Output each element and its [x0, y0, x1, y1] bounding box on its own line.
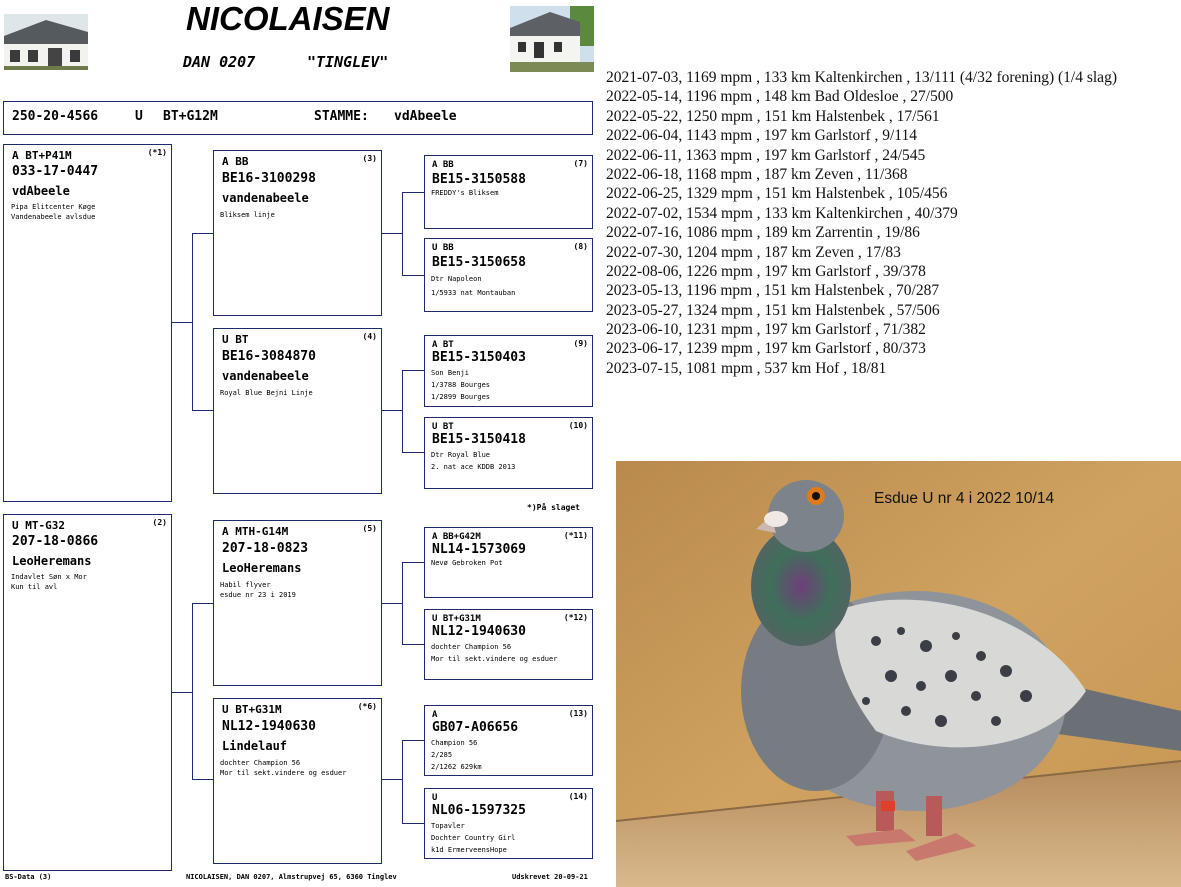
sire-note: Pipa Elitcenter Køge	[11, 203, 96, 211]
sire-dam-box	[213, 328, 382, 494]
dd-sex-color: U BT+G31M	[222, 703, 282, 716]
g9-note: 1/2899 Bourges	[431, 393, 491, 401]
race-result: 2022-08-06, 1226 mpm , 197 km Garlstorf , 39/378	[606, 262, 926, 280]
g7-ref-number: (7)	[573, 159, 588, 168]
race-results-list	[606, 68, 1117, 378]
g13-notes	[431, 737, 482, 773]
race-result: 2022-07-02, 1534 mpm , 133 km Kaltenkirchen , 40/379	[606, 204, 958, 222]
g11-ring: NL14-1573069	[432, 542, 526, 557]
sire-name: vdAbeele	[12, 184, 70, 198]
ds-sex-color: A MTH-G14M	[222, 525, 289, 538]
g12-box	[424, 609, 593, 680]
g12-note: Mor til sekt.vindere og esduer	[431, 655, 558, 663]
dd-ring: NL12-1940630	[222, 719, 316, 734]
sd-ring: BE16-3084870	[222, 349, 316, 364]
main-bird-bar	[3, 101, 593, 135]
sd-note: Royal Blue Bejni Linje	[220, 389, 313, 397]
g12-note: dochter Champion 56	[431, 643, 512, 651]
g13-ring: GB07-A06656	[432, 720, 519, 735]
g9-note: 1/3788 Bourges	[431, 381, 491, 389]
sire-note: Vandenabeele avlsdue	[11, 212, 96, 221]
g10-box	[424, 417, 593, 489]
g8-ring: BE15-3150658	[432, 255, 526, 270]
g14-box	[424, 788, 593, 859]
ss-sex-color: A BB	[222, 155, 249, 168]
g8-notes	[431, 272, 515, 300]
g14-ring: NL06-1597325	[432, 803, 526, 818]
ss-ring: BE16-3100298	[222, 171, 316, 186]
ds-notes	[220, 581, 296, 600]
farm-photo-right	[510, 6, 594, 72]
sd-name: vandenabeele	[222, 369, 309, 383]
race-result: 2023-05-27, 1324 mpm , 151 km Halstenbek , 57/506	[606, 301, 940, 319]
footer-right: Udskrevet 20-09-21	[512, 873, 588, 881]
g7-box	[424, 155, 593, 229]
g14-ref-number: (14)	[568, 792, 588, 801]
dam-dam-box	[213, 698, 382, 864]
main-bird-sex: U	[135, 109, 143, 124]
race-result: 2022-06-04, 1143 mpm , 197 km Garlstorf , 9/114	[606, 127, 917, 145]
main-bird-color: BT+G12M	[163, 109, 218, 124]
g14-note: Dochter Country Girl	[431, 834, 516, 842]
g13-ref-number: (13)	[568, 709, 588, 718]
g9-sex-color: A BT	[432, 340, 454, 350]
race-result: 2022-06-25, 1329 mpm , 151 km Halstenbek , 105/456	[606, 185, 948, 203]
ss-name: vandenabeele	[222, 191, 309, 205]
race-result: 2022-06-11, 1363 mpm , 197 km Garlstorf , 24/545	[606, 146, 926, 164]
g9-ring: BE15-3150403	[432, 350, 526, 365]
dd-note: Mor til sekt.vindere og esduer	[220, 768, 347, 777]
ds-ring: 207-18-0823	[222, 541, 309, 556]
race-result: 2022-07-30, 1204 mpm , 187 km Zeven , 17/83	[606, 243, 901, 261]
dam-name: LeoHeremans	[12, 554, 92, 568]
race-result: 2023-05-13, 1196 mpm , 151 km Halstenbek , 70/287	[606, 282, 940, 300]
g14-note: k1d ErmerveensHope	[431, 846, 507, 854]
farm-photo-left	[4, 14, 88, 70]
footer-center: NICOLAISEN, DAN 0207, Almstrupvej 65, 6360 Tinglev	[186, 873, 397, 881]
sire-ref-number: (*1)	[147, 148, 167, 157]
g9-note: Son Benji	[431, 369, 469, 377]
g8-box	[424, 238, 593, 312]
g14-notes	[431, 820, 515, 856]
race-result: 2023-06-17, 1239 mpm , 197 km Garlstorf , 80/373	[606, 340, 926, 358]
sire-notes	[11, 203, 95, 222]
header-dan-number: DAN 0207	[183, 53, 256, 71]
sire-ring: 033-17-0447	[12, 164, 99, 179]
g8-sex-color: U BB	[432, 243, 454, 253]
ds-ref-number: (5)	[362, 524, 377, 533]
header-title: NICOLAISEN	[186, 0, 390, 37]
ds-name: LeoHeremans	[222, 561, 302, 575]
g8-note: 1/5933 nat Montauban	[431, 289, 516, 297]
g11-note: Nevø Gebroken Pot	[431, 559, 503, 567]
dd-name: Lindelauf	[222, 739, 288, 753]
race-result-text: 2021-07-03, 1169 mpm , 133 km Kaltenkirchen , 13/111 (4/32 forening) (1/4 slag)	[606, 69, 1117, 86]
g10-note: 2. nat ace KDDB 2013	[431, 463, 516, 471]
dd-ref-number: (*6)	[357, 702, 377, 711]
dam-ring: 207-18-0866	[12, 534, 99, 549]
main-bird-strain: vdAbeele	[394, 109, 457, 124]
dam-ref-number: (2)	[152, 518, 167, 527]
g11-box	[424, 527, 593, 598]
g12-ring: NL12-1940630	[432, 624, 526, 639]
g12-ref-number: (*12)	[563, 613, 588, 622]
g12-notes	[431, 641, 557, 665]
race-result: 2022-07-16, 1086 mpm , 189 km Zarrentin , 19/86	[606, 224, 920, 242]
g10-sex-color: U BT	[432, 422, 454, 432]
photo-caption: Esdue U nr 4 i 2022 10/14	[874, 490, 1055, 507]
sire-sex-color: A BT+P41M	[12, 149, 72, 162]
race-result: 2023-06-10, 1231 mpm , 197 km Garlstorf , 71/382	[606, 321, 926, 339]
g7-ring: BE15-3150588	[432, 172, 526, 187]
pigeon-illustration	[616, 461, 1181, 887]
strain-label: STAMME:	[314, 109, 369, 124]
g10-ref-number: (10)	[568, 421, 588, 430]
g13-note: Champion 56	[431, 739, 478, 747]
g9-notes	[431, 367, 490, 403]
dam-sex-color: U MT-G32	[12, 519, 65, 532]
g9-box	[424, 335, 593, 407]
g12-sex-color: U BT+G31M	[432, 614, 481, 624]
dd-notes	[220, 759, 346, 778]
g10-ring: BE15-3150418	[432, 432, 526, 447]
dam-note: Indavlet Søn x Mor	[11, 573, 87, 581]
g10-note: Dtr Royal Blue	[431, 451, 491, 459]
dd-note: dochter Champion 56	[220, 759, 301, 767]
dam-note: Kun til avl	[11, 582, 58, 591]
g14-note: Topavler	[431, 822, 465, 830]
g7-sex-color: A BB	[432, 160, 454, 170]
g10-notes	[431, 449, 515, 473]
g11-ref-number: (*11)	[563, 531, 588, 540]
g13-note: 2/1262 629km	[431, 763, 482, 771]
race-result: 2022-05-14, 1196 mpm , 148 km Bad Oldesloe , 27/500	[606, 88, 954, 106]
sire-sire-box	[213, 150, 382, 316]
sire-box	[3, 144, 172, 502]
sd-sex-color: U BT	[222, 333, 249, 346]
race-result: 2022-06-18, 1168 mpm , 187 km Zeven , 11/368	[606, 165, 908, 183]
ss-ref-number: (3)	[362, 154, 377, 163]
dam-box	[3, 514, 172, 871]
dam-sire-box	[213, 520, 382, 686]
pigeon-photo	[616, 461, 1181, 887]
race-result: 2022-05-22, 1250 mpm , 151 km Halstenbek , 17/561	[606, 107, 940, 125]
race-result: 2023-07-15, 1081 mpm , 537 km Hof , 18/81	[606, 359, 887, 377]
g9-ref-number: (9)	[573, 339, 588, 348]
g13-sex-color: A	[432, 710, 438, 720]
g8-note: Dtr Napoleon	[431, 275, 482, 283]
header-club-name: "TINGLEV"	[307, 53, 389, 71]
footer-left: BS-Data (3)	[5, 873, 52, 881]
main-bird-ring: 250-20-4566	[12, 109, 99, 124]
ds-note: esdue nr 23 i 2019	[220, 590, 296, 599]
g7-note: FREDDY's Bliksem	[431, 189, 499, 197]
ds-note: Habil flyver	[220, 581, 271, 589]
g13-box	[424, 705, 593, 776]
race-result	[606, 68, 1117, 87]
ss-note: Bliksem linje	[220, 211, 275, 219]
on-loft-footnote: *)På slaget	[527, 503, 580, 512]
g11-sex-color: A BB+G42M	[432, 532, 481, 542]
dam-notes	[11, 573, 87, 592]
g8-ref-number: (8)	[573, 242, 588, 251]
g14-sex-color: U	[432, 793, 438, 803]
sd-ref-number: (4)	[362, 332, 377, 341]
g13-note: 2/285	[431, 751, 453, 759]
